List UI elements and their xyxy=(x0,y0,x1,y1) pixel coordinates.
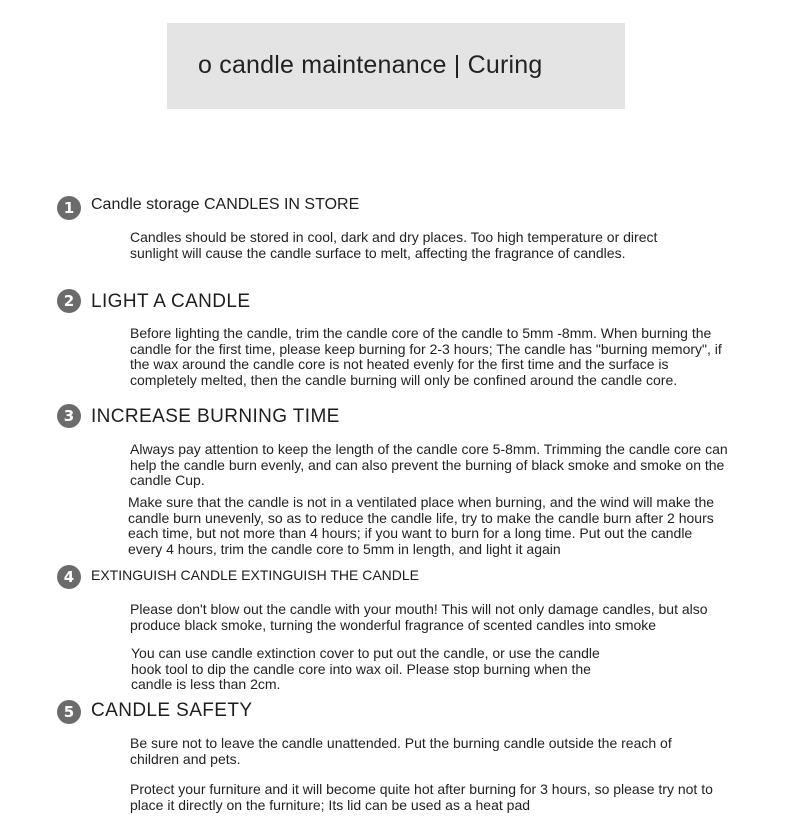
section-number-badge: 3 xyxy=(57,404,81,428)
section-paragraph: Candles should be stored in cool, dark and dry places. Too high temperature or direct sunlight will cause the candle surface to melt, affecting the fragrance of candles. xyxy=(130,229,658,261)
section-number-badge: 5 xyxy=(57,700,81,724)
section-paragraph: You can use candle extinction cover to put out the candle, or use the candle hook tool to dip the candle core into wax oil. Please stop burning when the candle is less than 2cm. xyxy=(131,645,600,692)
title-banner xyxy=(167,23,625,109)
section-number-badge: 4 xyxy=(57,565,81,589)
page-title: o candle maintenance | Curing xyxy=(198,51,543,79)
section-paragraph: Be sure not to leave the candle unattended. Put the burning candle outside the reach of children and pets. xyxy=(130,735,672,767)
section-paragraph: Always pay attention to keep the length of the candle core 5-8mm. Trimming the candle core can help the candle burn evenly, and can also prevent the burning of black smoke and smoke on the candle Cup. xyxy=(130,441,728,488)
section-paragraph: Please don't blow out the candle with your mouth! This will not only damage candles, but also produce black smoke, turning the wonderful fragrance of scented candles into smoke xyxy=(130,601,708,633)
section-paragraph: Make sure that the candle is not in a ventilated place when burning, and the wind will make the candle burn unevenly, so as to reduce the candle life, try to make the candle burn after 2 hours each time, but not more than 4 hours; if you want to burn for a long time. Put out the candle every 4 hours, trim the candle core to 5mm in length, and light it again xyxy=(128,494,715,557)
section-heading: CANDLE SAFETY xyxy=(91,700,253,721)
section-number-badge: 1 xyxy=(57,196,81,220)
section-paragraph: Protect your furniture and it will become quite hot after burning for 3 hours, so please try not to place it directly on the furniture; Its lid can be used as a heat pad xyxy=(130,781,713,813)
section-paragraph: Before lighting the candle, trim the candle core of the candle to 5mm -8mm. When burning the candle for the first time, please keep burning for 2-3 hours; The candle has "burning memory", if the wax around the candle core is not heated evenly for the first time and the surface is completely melted, then the candle burning will only be confined around the candle core. xyxy=(130,326,722,388)
section-heading: INCREASE BURNING TIME xyxy=(91,406,340,427)
section-heading: LIGHT A CANDLE xyxy=(91,291,251,312)
section-heading: Candle storage CANDLES IN STORE xyxy=(91,196,360,213)
section-heading: EXTINGUISH CANDLE EXTINGUISH THE CANDLE xyxy=(91,567,420,583)
section-number-badge: 2 xyxy=(57,289,81,313)
